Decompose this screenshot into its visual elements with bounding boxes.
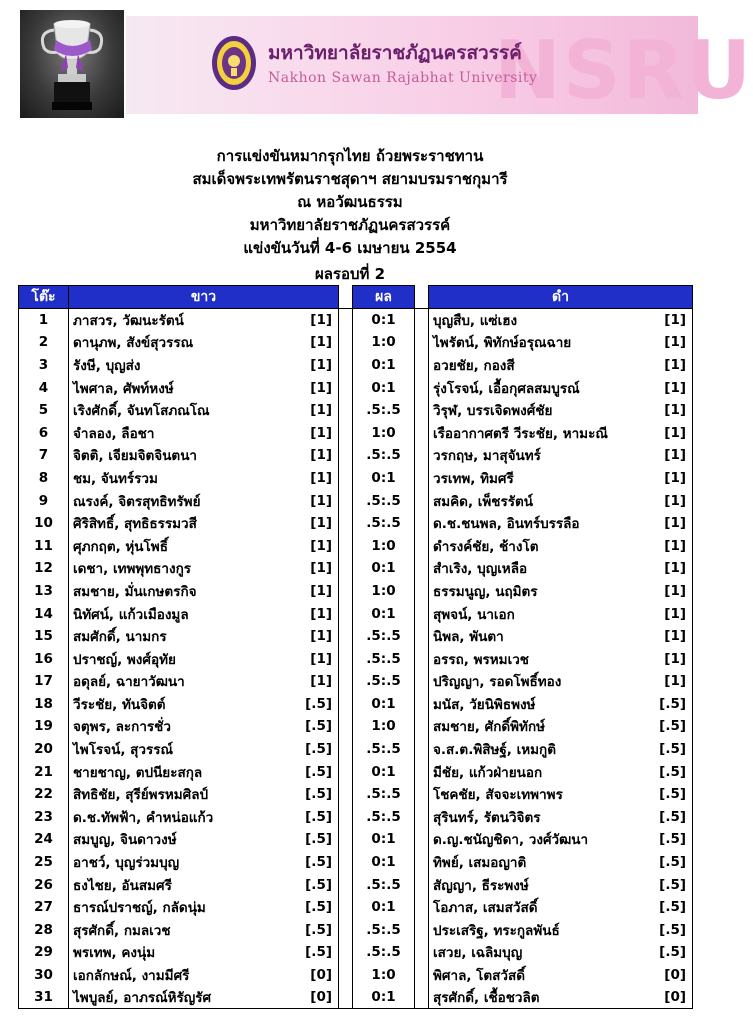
- trophy-image: [20, 10, 124, 118]
- white-player: ณรงค์, จิตรสุทธิทรัพย์: [69, 489, 299, 512]
- black-player: วรกฤษ, มาสุจันทร์: [429, 444, 645, 467]
- board-number: 29: [19, 941, 69, 964]
- game-result: 1:0: [353, 580, 415, 603]
- table-row: [19, 331, 693, 354]
- black-player: รุ่งโรจน์, เอื้อกุศลสมบูรณ์: [429, 376, 645, 399]
- table-row: [19, 760, 693, 783]
- black-score: [1]: [645, 444, 693, 467]
- table-row: [19, 738, 693, 761]
- white-player: ปราชญ์, พงศ์อุทัย: [69, 647, 299, 670]
- white-player: สมบูญ, จินดาวงษ์: [69, 828, 299, 851]
- table-row: [19, 873, 693, 896]
- black-score: [.5]: [645, 760, 693, 783]
- black-player: ไพรัตน์, พิทักษ์อรุณฉาย: [429, 331, 645, 354]
- black-score: [1]: [645, 399, 693, 422]
- board-number: 2: [19, 331, 69, 354]
- white-player: นิทัศน์, แก้วเมืองมูล: [69, 602, 299, 625]
- white-player: เอกลักษณ์, งามมีศรี: [69, 964, 299, 987]
- game-result: .5:.5: [353, 444, 415, 467]
- game-result: 0:1: [353, 851, 415, 874]
- black-player: ด.ญ.ชนัญชิดา, วงศ์วัฒนา: [429, 828, 645, 851]
- black-score: [0]: [645, 964, 693, 987]
- black-player: ธรรมนูญ, นฤมิตร: [429, 580, 645, 603]
- table-row: [19, 421, 693, 444]
- white-player: เดชา, เทพพุทธางกูร: [69, 557, 299, 580]
- black-score: [.5]: [645, 873, 693, 896]
- white-player: วีระชัย, ทันจิตต์: [69, 693, 299, 716]
- white-score: [1]: [299, 376, 339, 399]
- game-result: 0:1: [353, 986, 415, 1009]
- board-number: 4: [19, 376, 69, 399]
- game-result: 0:1: [353, 467, 415, 490]
- white-player: พรเทพ, คงนุ่ม: [69, 941, 299, 964]
- game-result: 1:0: [353, 421, 415, 444]
- results-table: [18, 285, 693, 1009]
- title-line-4: มหาวิทยาลัยราชภัฏนครสวรรค์: [249, 216, 451, 234]
- university-english-name: Nakhon Sawan Rajabhat University: [268, 70, 538, 86]
- board-number: 24: [19, 828, 69, 851]
- title-line-1: การแข่งขันหมากรุกไทย ถ้วยพระราชทาน: [216, 147, 484, 165]
- black-player: สุพจน์, นาเอก: [429, 602, 645, 625]
- white-player: สมชาย, มั่นเกษตรกิจ: [69, 580, 299, 603]
- game-result: 1:0: [353, 715, 415, 738]
- white-score: [.5]: [299, 693, 339, 716]
- black-score: [1]: [645, 421, 693, 444]
- table-row: [19, 557, 693, 580]
- black-player: วิรุฬ, บรรเจิดพงศ์ชัย: [429, 399, 645, 422]
- table-row: [19, 919, 693, 942]
- table-row: [19, 580, 693, 603]
- black-score: [0]: [645, 986, 693, 1009]
- black-player: สุรศักดิ์, เชื้อชวลิต: [429, 986, 645, 1009]
- board-number: 27: [19, 896, 69, 919]
- white-score: [.5]: [299, 828, 339, 851]
- game-result: .5:.5: [353, 738, 415, 761]
- board-number: 18: [19, 693, 69, 716]
- table-row: [19, 399, 693, 422]
- board-number: 19: [19, 715, 69, 738]
- black-player: สมคิด, เพ็ชรรัตน์: [429, 489, 645, 512]
- black-player: บุญสืบ, แซ่เฮง: [429, 309, 645, 332]
- black-score: [.5]: [645, 806, 693, 829]
- game-result: .5:.5: [353, 647, 415, 670]
- table-row: [19, 851, 693, 874]
- black-player: สำเริง, บุญเหลือ: [429, 557, 645, 580]
- black-player: เรืออากาศตรี วีระชัย, หามะณี: [429, 421, 645, 444]
- white-score: [.5]: [299, 873, 339, 896]
- table-row: [19, 783, 693, 806]
- table-row: [19, 670, 693, 693]
- white-score: [1]: [299, 670, 339, 693]
- black-player: จ.ส.ต.พิสิษฐ์, เหมกูติ: [429, 738, 645, 761]
- black-score: [1]: [645, 557, 693, 580]
- black-score: [1]: [645, 625, 693, 648]
- board-number: 6: [19, 421, 69, 444]
- black-player: พิศาล, โตสวัสดิ์: [429, 964, 645, 987]
- game-result: .5:.5: [353, 399, 415, 422]
- black-score: [.5]: [645, 738, 693, 761]
- black-player: ดำรงค์ชัย, ช้างโต: [429, 534, 645, 557]
- white-player: ไพบูลย์, อาภรณ์หิรัญรัศ: [69, 986, 299, 1009]
- round-title: ผลรอบที่ 2: [314, 265, 386, 283]
- black-score: [1]: [645, 489, 693, 512]
- table-row: [19, 964, 693, 987]
- white-score: [.5]: [299, 715, 339, 738]
- game-result: 0:1: [353, 828, 415, 851]
- white-score: [1]: [299, 421, 339, 444]
- game-result: 0:1: [353, 760, 415, 783]
- white-score: [1]: [299, 534, 339, 557]
- table-row: [19, 376, 693, 399]
- game-result: 0:1: [353, 354, 415, 377]
- watermark-text: NSRU: [494, 24, 753, 117]
- white-score: [1]: [299, 489, 339, 512]
- white-score: [.5]: [299, 806, 339, 829]
- white-player: รังษี, บุญส่ง: [69, 354, 299, 377]
- table-header-row: [19, 286, 693, 309]
- game-result: .5:.5: [353, 670, 415, 693]
- game-result: .5:.5: [353, 919, 415, 942]
- table-row: [19, 309, 693, 332]
- game-result: .5:.5: [353, 806, 415, 829]
- header-result: ผล: [353, 286, 415, 309]
- black-score: [.5]: [645, 828, 693, 851]
- white-score: [1]: [299, 354, 339, 377]
- white-score: [1]: [299, 444, 339, 467]
- white-player: อดุลย์, ฉายาวัฒนา: [69, 670, 299, 693]
- title-line-3: ณ หอวัฒนธรรม: [297, 193, 403, 211]
- white-player: ธารณ์ปราชญ์, กลัดนุ่ม: [69, 896, 299, 919]
- white-score: [0]: [299, 964, 339, 987]
- white-player: ชายชาญ, ตปนียะสกุล: [69, 760, 299, 783]
- table-row: [19, 647, 693, 670]
- white-score: [1]: [299, 647, 339, 670]
- white-score: [1]: [299, 602, 339, 625]
- white-score: [1]: [299, 557, 339, 580]
- table-row: [19, 986, 693, 1009]
- black-score: [1]: [645, 647, 693, 670]
- board-number: 10: [19, 512, 69, 535]
- board-number: 17: [19, 670, 69, 693]
- black-player: ปริญญา, รอดโพธิ์ทอง: [429, 670, 645, 693]
- black-player: สัญญา, ธีระพงษ์: [429, 873, 645, 896]
- black-score: [1]: [645, 354, 693, 377]
- white-score: [1]: [299, 399, 339, 422]
- white-score: [.5]: [299, 783, 339, 806]
- white-score: [.5]: [299, 760, 339, 783]
- table-row: [19, 467, 693, 490]
- board-number: 30: [19, 964, 69, 987]
- table-row: [19, 896, 693, 919]
- black-score: [.5]: [645, 919, 693, 942]
- white-score: [1]: [299, 580, 339, 603]
- black-player: โอภาส, เสมสวัสดิ์: [429, 896, 645, 919]
- game-result: 0:1: [353, 557, 415, 580]
- board-number: 21: [19, 760, 69, 783]
- header-banner: [0, 0, 753, 126]
- black-player: เสวย, เฉลิมบุญ: [429, 941, 645, 964]
- black-player: ทิพย์, เสมอญาติ: [429, 851, 645, 874]
- black-score: [1]: [645, 376, 693, 399]
- black-player: ประเสริฐ, ทระกูลพันธ์: [429, 919, 645, 942]
- white-player: ดานุภพ, สังข์สุวรรณ: [69, 331, 299, 354]
- board-number: 23: [19, 806, 69, 829]
- table-row: [19, 715, 693, 738]
- board-number: 31: [19, 986, 69, 1009]
- white-score: [1]: [299, 331, 339, 354]
- game-result: 1:0: [353, 964, 415, 987]
- black-player: วรเทพ, ทิมศรี: [429, 467, 645, 490]
- game-result: 0:1: [353, 896, 415, 919]
- black-score: [.5]: [645, 693, 693, 716]
- white-player: สมศักดิ์, นามกร: [69, 625, 299, 648]
- board-number: 20: [19, 738, 69, 761]
- title-line-2: สมเด็จพระเทพรัตนราชสุดาฯ สยามบรมราชกุมารี: [192, 170, 508, 188]
- university-seal-icon: [211, 34, 257, 92]
- table-row: [19, 534, 693, 557]
- white-player: จำลอง, ลือชา: [69, 421, 299, 444]
- board-number: 3: [19, 354, 69, 377]
- black-score: [.5]: [645, 715, 693, 738]
- white-score: [1]: [299, 625, 339, 648]
- white-score: [1]: [299, 512, 339, 535]
- black-score: [.5]: [645, 896, 693, 919]
- board-number: 14: [19, 602, 69, 625]
- black-score: [.5]: [645, 851, 693, 874]
- black-score: [.5]: [645, 941, 693, 964]
- white-player: ด.ช.ทัพฟ้า, คำหน่อแก้ว: [69, 806, 299, 829]
- game-result: .5:.5: [353, 489, 415, 512]
- black-score: [1]: [645, 467, 693, 490]
- white-player: สุรศักดิ์, กมลเวช: [69, 919, 299, 942]
- white-player: ไพศาล, ศัพท์หงษ์: [69, 376, 299, 399]
- board-number: 26: [19, 873, 69, 896]
- table-row: [19, 354, 693, 377]
- table-row: [19, 512, 693, 535]
- black-score: [1]: [645, 331, 693, 354]
- black-player: นิพล, พันตา: [429, 625, 645, 648]
- board-number: 25: [19, 851, 69, 874]
- table-row: [19, 941, 693, 964]
- white-player: ไพโรจน์, สุวรรณ์: [69, 738, 299, 761]
- game-result: .5:.5: [353, 873, 415, 896]
- board-number: 28: [19, 919, 69, 942]
- board-number: 15: [19, 625, 69, 648]
- black-player: มนัส, วัยนิพิธพงษ์: [429, 693, 645, 716]
- table-row: [19, 828, 693, 851]
- white-player: สิทธิชัย, สุรีย์พรหมศิลป์: [69, 783, 299, 806]
- board-number: 12: [19, 557, 69, 580]
- black-player: มีชัย, แก้วฝ่ายนอก: [429, 760, 645, 783]
- white-player: เริงศักดิ์, จันทโสภณโณ: [69, 399, 299, 422]
- game-result: 0:1: [353, 693, 415, 716]
- board-number: 5: [19, 399, 69, 422]
- white-player: จิตติ, เจียมจิตจินตนา: [69, 444, 299, 467]
- table-row: [19, 444, 693, 467]
- game-result: .5:.5: [353, 941, 415, 964]
- header-board: โต๊ะ: [19, 286, 69, 309]
- game-result: .5:.5: [353, 512, 415, 535]
- black-score: [.5]: [645, 783, 693, 806]
- board-number: 1: [19, 309, 69, 332]
- white-score: [1]: [299, 309, 339, 332]
- black-score: [1]: [645, 580, 693, 603]
- game-result: .5:.5: [353, 625, 415, 648]
- white-player: ภาสวร, วัฒนะรัตน์: [69, 309, 299, 332]
- black-score: [1]: [645, 309, 693, 332]
- header-white: ขาว: [69, 286, 339, 309]
- white-score: [0]: [299, 986, 339, 1009]
- game-result: 0:1: [353, 376, 415, 399]
- white-score: [.5]: [299, 919, 339, 942]
- black-player: สมชาย, ศักดิ์พิทักษ์: [429, 715, 645, 738]
- white-score: [.5]: [299, 941, 339, 964]
- black-player: อรรถ, พรหมเวช: [429, 647, 645, 670]
- table-row: [19, 693, 693, 716]
- board-number: 16: [19, 647, 69, 670]
- game-result: 0:1: [353, 309, 415, 332]
- black-player: สุรินทร์, รัตนวิจิตร: [429, 806, 645, 829]
- black-score: [1]: [645, 670, 693, 693]
- game-result: 1:0: [353, 534, 415, 557]
- university-thai-name: มหาวิทยาลัยราชภัฏนครสวรรค์: [268, 42, 522, 64]
- board-number: 11: [19, 534, 69, 557]
- table-row: [19, 489, 693, 512]
- black-player: ด.ช.ชนพล, อินทร์บรรลือ: [429, 512, 645, 535]
- title-line-5: แข่งขันวันที่ 4-6 เมษายน 2554: [243, 239, 457, 257]
- black-player: อวยชัย, กองสี: [429, 354, 645, 377]
- black-score: [1]: [645, 512, 693, 535]
- white-score: [.5]: [299, 851, 339, 874]
- board-number: 7: [19, 444, 69, 467]
- table-row: [19, 625, 693, 648]
- table-row: [19, 602, 693, 625]
- game-result: 1:0: [353, 331, 415, 354]
- white-player: ชม, จันทร์รวม: [69, 467, 299, 490]
- black-score: [1]: [645, 602, 693, 625]
- white-player: ธงไชย, อันสมศรี: [69, 873, 299, 896]
- table-row: [19, 806, 693, 829]
- white-score: [.5]: [299, 896, 339, 919]
- black-player: โชคชัย, สัจจะเทพาพร: [429, 783, 645, 806]
- white-player: อาชว์, บุญร่วมบุญ: [69, 851, 299, 874]
- game-result: 0:1: [353, 602, 415, 625]
- white-score: [1]: [299, 467, 339, 490]
- white-player: ศิริสิทธิ์, สุทธิธรรมวสี: [69, 512, 299, 535]
- white-player: ศุภกฤต, หุ่นโพธิ์: [69, 534, 299, 557]
- board-number: 8: [19, 467, 69, 490]
- white-player: จตุพร, ละการชั่ว: [69, 715, 299, 738]
- board-number: 13: [19, 580, 69, 603]
- board-number: 22: [19, 783, 69, 806]
- black-score: [1]: [645, 534, 693, 557]
- white-score: [.5]: [299, 738, 339, 761]
- game-result: .5:.5: [353, 783, 415, 806]
- board-number: 9: [19, 489, 69, 512]
- header-black: ดำ: [429, 286, 693, 309]
